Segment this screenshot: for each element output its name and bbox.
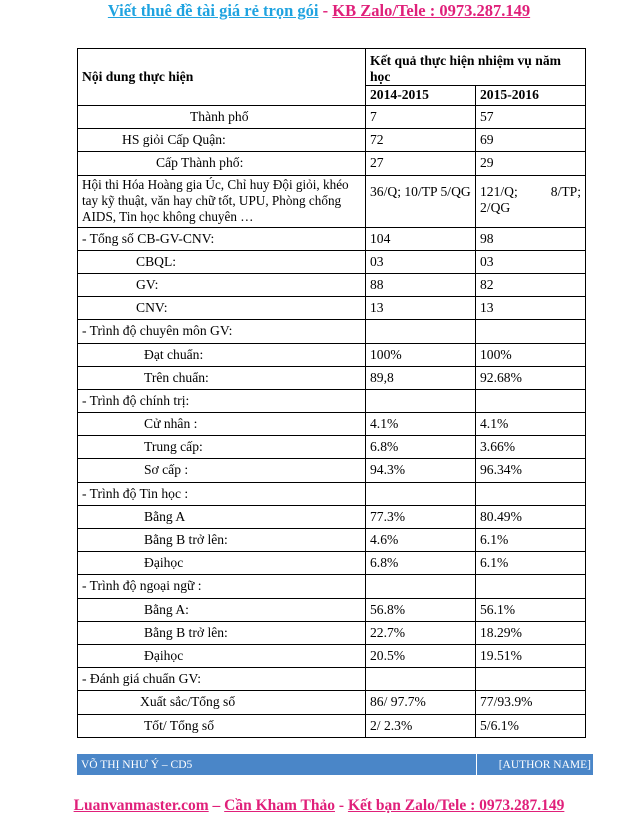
top-banner-separator: - (318, 1, 333, 20)
row-label: HS giỏi Cấp Quận: (78, 129, 366, 152)
table-row (78, 598, 586, 621)
header-results-label: Kết quả thực hiện nhiệm vụ năm học (366, 49, 586, 86)
row-label: - Trình độ chính trị: (78, 389, 366, 412)
table-row (78, 175, 586, 227)
table-row (78, 621, 586, 644)
row-label: Bằng A: (78, 598, 366, 621)
table-row (78, 366, 586, 389)
table-row (78, 714, 586, 737)
row-value-2015: 98 (476, 227, 586, 250)
row-label: - Trình độ ngoại ngữ : (78, 575, 366, 598)
row-value-2014: 88 (366, 273, 476, 296)
row-label: - Tổng số CB-GV-CNV: (78, 227, 366, 250)
row-value-2014: 20.5% (366, 644, 476, 667)
row-label: Hội thi Hóa Hoàng gia Úc, Chỉ huy Đội giỏi, khéo tay kỹ thuật, văn hay chữ tốt, UPU, Phòng chống AIDS, Tin học không chuyên … (78, 175, 366, 227)
row-label: Đạihọc (78, 552, 366, 575)
row-value-2015 (476, 389, 586, 412)
table-row (78, 691, 586, 714)
row-value-2015: 29 (476, 152, 586, 175)
table-row (78, 436, 586, 459)
table-row (78, 482, 586, 505)
row-value-2015: 03 (476, 250, 586, 273)
row-label: CNV: (78, 297, 366, 320)
table-row (78, 644, 586, 667)
row-value-2015: 3.66% (476, 436, 586, 459)
row-value-2014 (366, 482, 476, 505)
row-value-2014: 89,8 (366, 366, 476, 389)
table-row (78, 106, 586, 129)
row-value-2015: 77/93.9% (476, 691, 586, 714)
row-value-2015: 57 (476, 106, 586, 129)
row-value-2014 (366, 668, 476, 691)
row-label: - Trình độ chuyên môn GV: (78, 320, 366, 343)
row-label: - Đánh giá chuẩn GV: (78, 668, 366, 691)
row-value-2014: 22.7% (366, 621, 476, 644)
row-label: Trung cấp: (78, 436, 366, 459)
header-year-1: 2014-2015 (366, 86, 476, 106)
row-value-2014: 104 (366, 227, 476, 250)
top-banner-link-1[interactable]: Viết thuê đề tài giá rẻ trọn gói (107, 1, 319, 20)
row-value-2015: 5/6.1% (476, 714, 586, 737)
table-row (78, 227, 586, 250)
bottom-banner (0, 796, 638, 816)
row-value-2015: 13 (476, 297, 586, 320)
results-table (77, 48, 586, 738)
row-value-2014 (366, 575, 476, 598)
table-row (78, 273, 586, 296)
row-label: Sơ cấp : (78, 459, 366, 482)
row-value-2014: 72 (366, 129, 476, 152)
row-value-2015: 96.34% (476, 459, 586, 482)
row-label: Cấp Thành phố: (78, 152, 366, 175)
row-value-2014 (366, 389, 476, 412)
row-label: Đạt chuẩn: (78, 343, 366, 366)
row-value-2015: 82 (476, 273, 586, 296)
row-value-2014: 4.6% (366, 529, 476, 552)
row-value-2014: 86/ 97.7% (366, 691, 476, 714)
row-value-2015: 19.51% (476, 644, 586, 667)
row-label: Thành phố (78, 106, 366, 129)
row-value-2014: 6.8% (366, 436, 476, 459)
table-row (78, 389, 586, 412)
row-value-2014: 94.3% (366, 459, 476, 482)
table-row (78, 505, 586, 528)
row-value-2015: 18.29% (476, 621, 586, 644)
top-banner-link-2[interactable]: KB Zalo/Tele : 0973.287.149 (332, 1, 531, 20)
row-value-2014: 6.8% (366, 552, 476, 575)
bottom-banner-contact-link[interactable]: Kết bạn Zalo/Tele : 0973.287.149 (347, 797, 565, 814)
table-row (78, 668, 586, 691)
row-value-2015-part-c: 2/QG (480, 199, 511, 215)
bottom-banner-name-link[interactable]: Cần Kham Thảo (224, 797, 336, 814)
row-label: Đạihọc (78, 644, 366, 667)
row-value-2014: 2/ 2.3% (366, 714, 476, 737)
table-row (78, 152, 586, 175)
table-row (78, 320, 586, 343)
row-value-2014 (366, 320, 476, 343)
footer-author-name: [AUTHOR NAME] (498, 758, 591, 771)
table-row (78, 552, 586, 575)
row-label: Cử nhân : (78, 413, 366, 436)
table-row (78, 459, 586, 482)
row-value-2014: 7 (366, 106, 476, 129)
row-label: Bằng B trở lên: (78, 621, 366, 644)
bottom-banner-site-link[interactable]: Luanvanmaster.com (73, 797, 209, 814)
row-value-2014: 36/Q; 10/TP 5/QG (366, 175, 476, 227)
row-label: Tốt/ Tổng số (78, 714, 366, 737)
row-value-2014: 27 (366, 152, 476, 175)
row-value-2015-part-b: 8/TP; (550, 183, 582, 199)
row-value-2015: 56.1% (476, 598, 586, 621)
bottom-banner-dash-2: - (335, 797, 348, 814)
table-row (78, 343, 586, 366)
table-row (78, 129, 586, 152)
row-label: - Trình độ Tin học : (78, 482, 366, 505)
page-footer-bar (77, 754, 593, 775)
row-label: Bằng A (78, 505, 366, 528)
row-label: Trên chuẩn: (78, 366, 366, 389)
row-value-2015: 4.1% (476, 413, 586, 436)
row-value-2015 (476, 320, 586, 343)
row-value-2015: 80.49% (476, 505, 586, 528)
row-value-2015: 92.68% (476, 366, 586, 389)
row-value-2015 (476, 482, 586, 505)
row-value-2015-line (480, 184, 581, 200)
row-value-2015: 100% (476, 343, 586, 366)
table-row (78, 529, 586, 552)
row-label: Bằng B trở lên: (78, 529, 366, 552)
row-value-2015: 6.1% (476, 552, 586, 575)
header-content-label: Nội dung thực hiện (78, 49, 366, 106)
row-value-2015-part-a: 121/Q; (480, 183, 518, 199)
table-row (78, 413, 586, 436)
row-value-2015: 6.1% (476, 529, 586, 552)
footer-author-left: VÕ THỊ NHƯ Ý – CD5 (81, 758, 193, 771)
row-value-2015 (476, 575, 586, 598)
row-value-2015: 69 (476, 129, 586, 152)
row-label: CBQL: (78, 250, 366, 273)
row-value-2014: 100% (366, 343, 476, 366)
row-value-2014: 4.1% (366, 413, 476, 436)
top-banner (0, 1, 638, 21)
row-value-2014: 77.3% (366, 505, 476, 528)
row-value-2015 (476, 175, 586, 227)
row-value-2014: 03 (366, 250, 476, 273)
row-value-2014: 56.8% (366, 598, 476, 621)
row-value-2015 (476, 668, 586, 691)
table-row (78, 297, 586, 320)
row-label: GV: (78, 273, 366, 296)
row-label: Xuất sắc/Tổng số (78, 691, 366, 714)
bottom-banner-dash-1: – (208, 797, 225, 814)
row-value-2014: 13 (366, 297, 476, 320)
table-row (78, 250, 586, 273)
table-row (78, 575, 586, 598)
header-year-2: 2015-2016 (476, 86, 586, 106)
table-header-row (78, 49, 586, 86)
